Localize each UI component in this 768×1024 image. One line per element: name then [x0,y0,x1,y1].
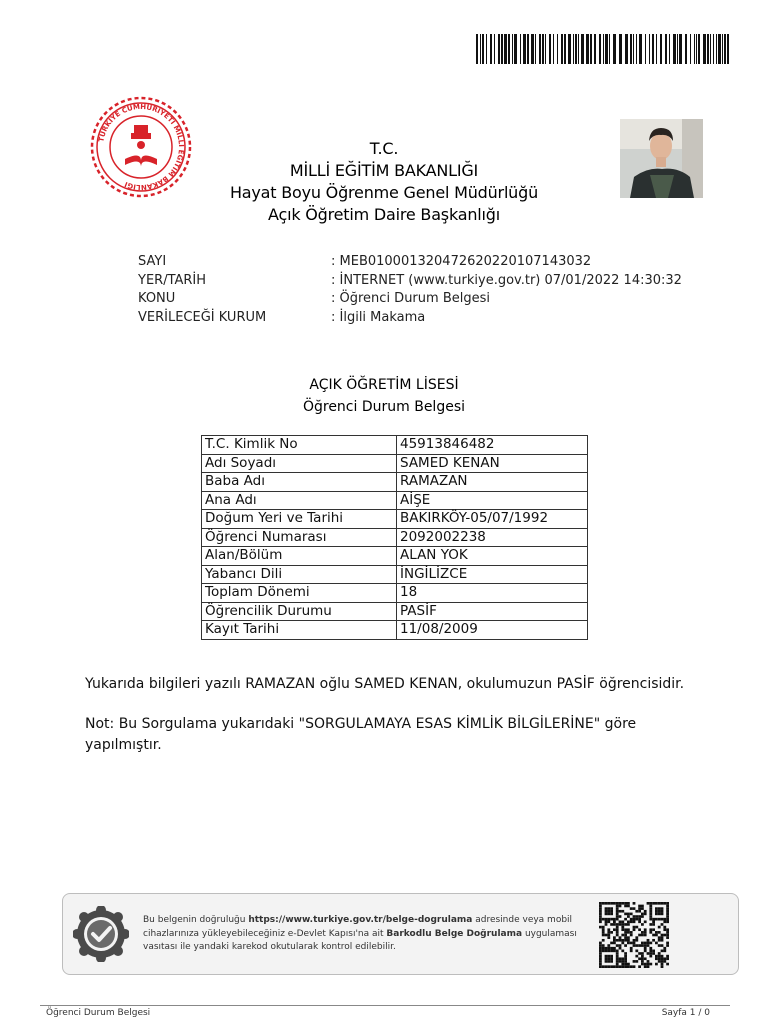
footer-document-name: Öğrenci Durum Belgesi [46,1008,151,1018]
barcode-bar [498,34,500,64]
field-value: BAKIRKÖY-05/07/1992 [397,510,588,529]
field-value: 11/08/2009 [397,621,588,640]
barcode-bar [645,34,646,64]
barcode-bar [619,34,622,64]
barcode-bar [690,34,691,64]
field-value: 18 [397,584,588,603]
verify-text-1: Bu belgenin doğruluğu [143,915,249,925]
field-value: İNGİLİZCE [397,565,588,584]
barcode-bar [665,34,667,64]
meta-value: : MEB010001320472620220107143032 [331,254,592,269]
barcode-bar [685,34,687,64]
barcode-bar [673,34,676,64]
verify-text-3: uygulaması vasıtası ile yandaki karekod okutularak kontrol edilebilir. [143,928,577,952]
field-value: PASİF [397,602,588,621]
barcode-bar [713,34,714,64]
barcode-bar [531,34,534,64]
barcode-bar [649,34,650,64]
qr-code [599,902,669,968]
barcode-bar [722,34,723,64]
barcode-bar [613,34,616,64]
verified-badge-icon [73,906,129,962]
document-title [0,374,768,418]
student-info-table [201,435,588,640]
barcode-bar [504,34,507,64]
meta-key: KONU [138,291,176,306]
barcode-bar [578,34,579,64]
document-header [0,138,768,226]
field-label: Yabancı Dili [202,565,397,584]
field-label: Öğrencilik Durumu [202,602,397,621]
barcode-bar [707,34,709,64]
verify-url-link[interactable]: https://www.turkiye.gov.tr/belge-dogrulama [248,915,473,925]
barcode-bar [594,34,596,64]
barcode-bar [679,34,682,64]
field-value: RAMAZAN [397,473,588,492]
barcode-bar [599,34,601,64]
barcode-bar [710,34,711,64]
barcode-bar [549,34,551,64]
verify-app-name: Barkodlu Belge Doğrulama [386,928,523,939]
meta-row-recipient [138,309,682,328]
barcode-bar [625,34,628,64]
barcode-bar [694,34,695,64]
field-label: Kayıt Tarihi [202,621,397,640]
barcode-bar [539,34,541,64]
table-row [202,565,588,584]
barcode-bar [520,34,521,64]
header-tc: T.C. [369,139,399,158]
barcode-bar [535,34,536,64]
table-row [202,528,588,547]
barcode-bar [724,34,726,64]
barcode-bar [561,34,563,64]
barcode-bar [630,34,632,64]
barcode-bar [542,34,544,64]
table-row [202,547,588,566]
meta-row-number [138,253,682,272]
barcode-bar [605,34,608,64]
barcode-bar [501,34,503,64]
barcode-bar [677,34,678,64]
barcode-bar [633,34,634,64]
footer-page-number: Sayfa 1 / 0 [661,1008,710,1018]
barcode-bar [590,34,592,64]
field-value: 45913846482 [397,436,588,455]
barcode-bar [696,34,697,64]
status-statement: Yukarıda bilgileri yazılı RAMAZAN oğlu SAMED KENAN, okulumuzun PASİF öğrencisidir. [85,676,685,692]
barcode-bar [512,34,513,64]
field-value: AİŞE [397,491,588,510]
field-label: Öğrenci Numarası [202,528,397,547]
barcode-bar [490,34,492,64]
field-value: ALAN YOK [397,547,588,566]
barcode-bar [508,34,510,64]
field-label: Doğum Yeri ve Tarihi [202,510,397,529]
barcode-bar [660,34,662,64]
meta-key: YER/TARİH [138,272,207,288]
barcode-bar [575,34,577,64]
barcode [476,34,730,64]
table-row [202,491,588,510]
header-ministry: MİLLİ EĞİTİM BAKANLIĞI [289,161,479,180]
barcode-bar [486,34,487,64]
barcode-bar [482,34,484,64]
meta-row-subject [138,290,682,309]
table-row [202,602,588,621]
table-row [202,473,588,492]
verification-box [62,893,739,975]
header-directorate: Hayat Boyu Öğrenme Genel Müdürlüğü [229,183,539,202]
barcode-bar [586,34,589,64]
header-department: Açık Öğretim Daire Başkanlığı [268,205,500,224]
barcode-bar [573,34,574,64]
barcode-bar [718,34,721,64]
barcode-bar [523,34,526,64]
barcode-bar [527,34,529,64]
barcode-bar [581,34,584,64]
barcode-bar [553,34,554,64]
footer-divider [40,1005,730,1006]
field-value: 2092002238 [397,528,588,547]
barcode-bar [656,34,657,64]
school-name: AÇIK ÖĞRETİM LİSESİ [309,377,459,393]
barcode-bar [545,34,546,64]
meta-key: VERİLECEĞİ KURUM [138,309,267,325]
barcode-bar [703,34,706,64]
barcode-bar [480,34,481,64]
barcode-bar [557,34,558,64]
field-label: T.C. Kimlik No [202,436,397,455]
field-label: Ana Adı [202,491,397,510]
meta-value: : İNTERNET (www.turkiye.gov.tr) 07/01/2022 14:30:32 [331,272,682,288]
verify-text-2: adresinde veya mobil cihazlarınıza yükleyebileceğiniz e-Devlet Kapısı'na ait [143,915,573,939]
meta-row-place-date [138,272,682,291]
table-row [202,621,588,640]
meta-value: : Öğrenci Durum Belgesi [331,291,490,306]
field-label: Toplam Dönemi [202,584,397,603]
barcode-bar [603,34,604,64]
table-row [202,584,588,603]
query-note: Not: Bu Sorgulama yukarıdaki "SORGULAMAYA ESAS KİMLİK BİLGİLERİNE" göre yapılmıştır. [85,716,637,753]
field-label: Alan/Bölüm [202,547,397,566]
field-value: SAMED KENAN [397,454,588,473]
barcode-bar [514,34,517,64]
barcode-bar [636,34,637,64]
barcode-bar [564,34,566,64]
barcode-bar [609,34,610,64]
barcode-bar [698,34,700,64]
seal-ring-text: TÜRKİYE CUMHURİYETİ MİLLİ EĞİTİM BAKANLIĞI [97,102,186,192]
barcode-bar [476,34,478,64]
barcode-bar [494,34,495,64]
verification-text [143,914,583,955]
field-label: Adı Soyadı [202,454,397,473]
barcode-bar [652,34,654,64]
meta-value: : İlgili Makama [331,309,426,325]
barcode-bar [639,34,642,64]
document-type: Öğrenci Durum Belgesi [302,399,466,415]
barcode-bar [716,34,717,64]
meta-key: SAYI [138,254,167,269]
table-row [202,510,588,529]
table-row [202,454,588,473]
table-row [202,436,588,455]
barcode-bar [669,34,670,64]
field-label: Baba Adı [202,473,397,492]
barcode-bar [568,34,571,64]
document-meta [138,253,682,327]
barcode-bar [727,34,729,64]
